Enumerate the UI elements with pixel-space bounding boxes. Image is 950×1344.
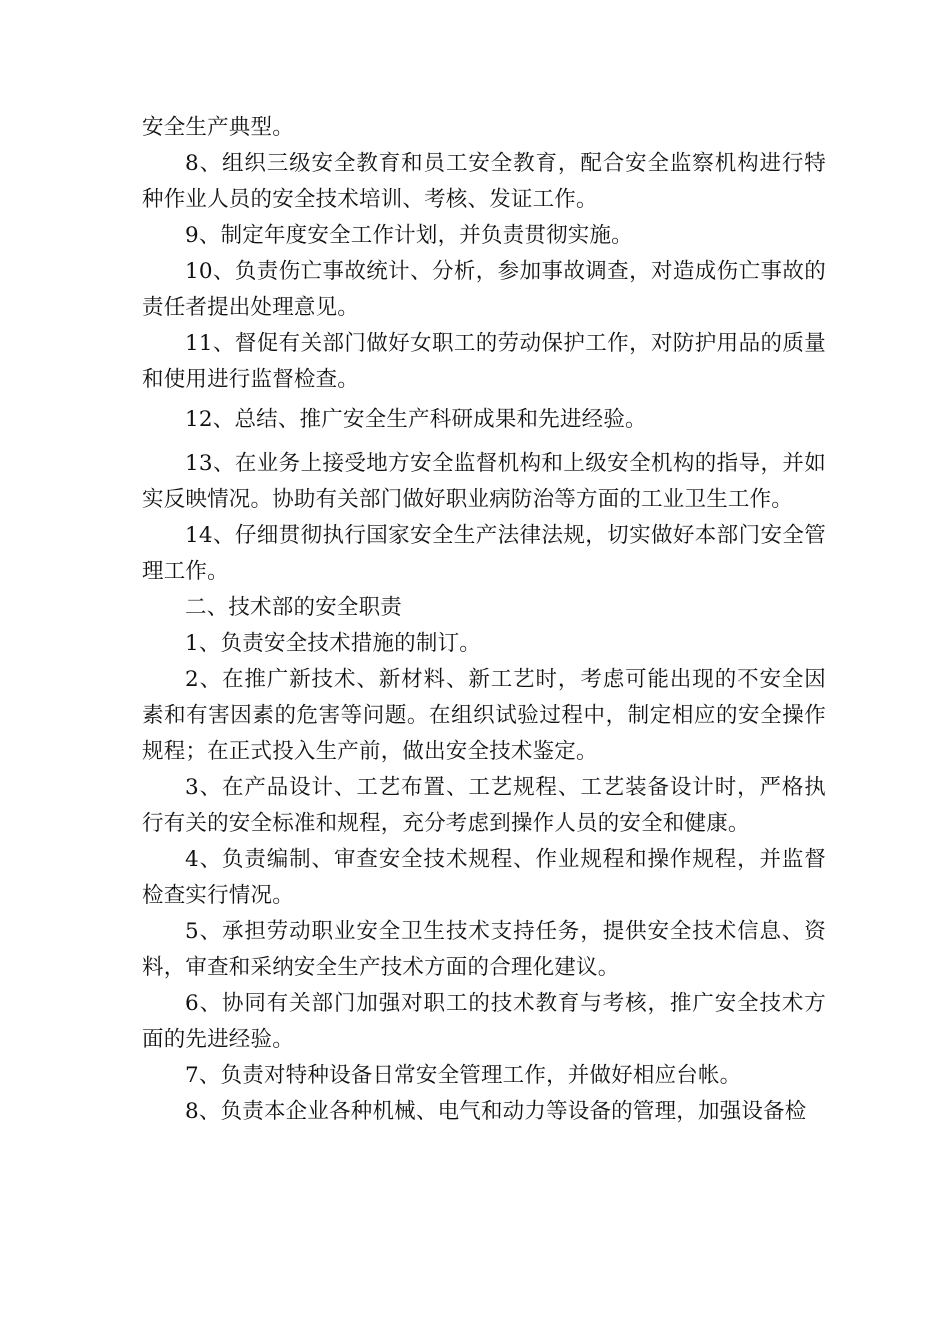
paragraph-0: 安全生产典型。 [142, 115, 294, 140]
paragraph-item-13: 13、在业务上接受地方安全监督机构和上级安全机构的指导，并如实反映情况。协助有关部门做好职业病防治等方面的工业卫生工作。 [142, 451, 826, 512]
paragraph-item-9: 9、制定年度安全工作计划，并负责贯彻实施。 [185, 223, 633, 248]
paragraph-item-11: 11、督促有关部门做好女职工的劳动保护工作，对防护用品的质量和使用进行监督检查。 [142, 331, 826, 392]
paragraph-tech-1: 1、负责安全技术措施的制订。 [185, 631, 481, 656]
paragraph-item-12: 12、总结、推广安全生产科研成果和先进经验。 [185, 407, 647, 432]
paragraph-tech-3: 3、在产品设计、工艺布置、工艺规程、工艺装备设计时，严格执行有关的安全标准和规程，充分考虑到操作人员的安全和健康。 [142, 775, 826, 836]
paragraph-tech-8: 8、负责本企业各种机械、电气和动力等设备的管理，加强设备检 [185, 1099, 807, 1124]
paragraph-tech-6: 6、协同有关部门加强对职工的技术教育与考核，推广安全技术方面的先进经验。 [142, 991, 826, 1052]
paragraph-tech-7: 7、负责对特种设备日常安全管理工作，并做好相应台帐。 [185, 1063, 742, 1088]
paragraph-item-14: 14、仔细贯彻执行国家安全生产法律法规，切实做好本部门安全管理工作。 [142, 523, 826, 584]
paragraph-item-10: 10、负责伤亡事故统计、分析，参加事故调查，对造成伤亡事故的责任者提出处理意见。 [142, 259, 826, 320]
section-heading: 二、技术部的安全职责 [185, 595, 403, 620]
paragraph-tech-5: 5、承担劳动职业安全卫生技术支持任务，提供安全技术信息、资料，审查和采纳安全生产技术方面的合理化建议。 [142, 919, 826, 980]
paragraph-tech-2: 2、在推广新技术、新材料、新工艺时，考虑可能出现的不安全因素和有害因素的危害等问题。在组织试验过程中，制定相应的安全操作规程；在正式投入生产前，做出安全技术鉴定。 [142, 667, 826, 764]
paragraph-tech-4: 4、负责编制、审查安全技术规程、作业规程和操作规程，并监督检查实行情况。 [142, 847, 826, 908]
document-body [142, 110, 826, 1130]
paragraph-item-8: 8、组织三级安全教育和员工安全教育，配合安全监察机构进行特种作业人员的安全技术培训、考核、发证工作。 [142, 151, 826, 212]
